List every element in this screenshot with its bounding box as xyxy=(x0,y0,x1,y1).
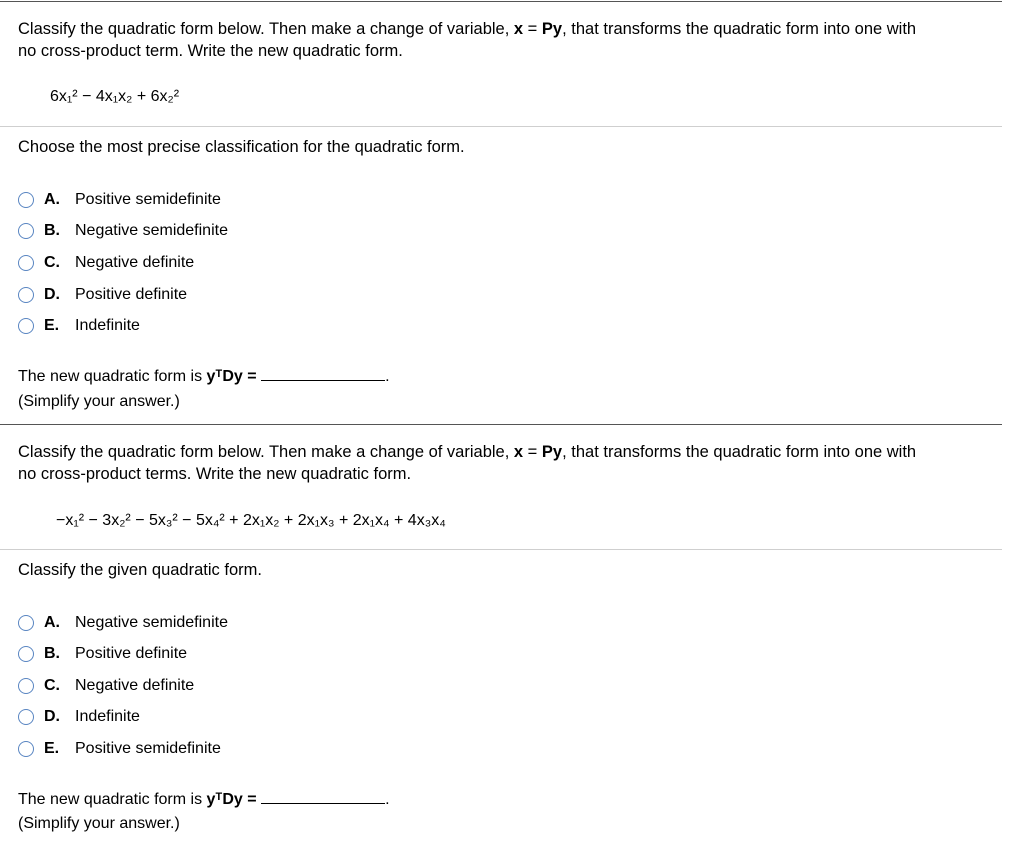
q2-radio-c[interactable] xyxy=(18,678,34,694)
q1-option-c[interactable]: C. Negative definite xyxy=(18,250,194,276)
q2-radio-e[interactable] xyxy=(18,741,34,757)
q2-option-a[interactable]: A. Negative semidefinite xyxy=(18,610,228,636)
q2-answer-note: (Simplify your answer.) xyxy=(18,815,180,832)
q2-radio-d[interactable] xyxy=(18,709,34,725)
q1-radio-e[interactable] xyxy=(18,318,34,334)
question-divider xyxy=(0,424,1002,425)
q2-option-e[interactable]: E. Positive semidefinite xyxy=(18,736,221,762)
q2-answer-input[interactable] xyxy=(261,789,385,804)
q1-option-e[interactable]: E. Indefinite xyxy=(18,313,140,339)
q2-formula: −x₁² − 3x₂² − 5x₃² − 5x₄² + 2x₁x₂ + 2x₁x₃ + 2x₁x₄ + 4x₃x₄ xyxy=(56,512,446,529)
q2-classify-prompt: Classify the given quadratic form. xyxy=(18,561,262,579)
q1-option-d[interactable]: D. Positive definite xyxy=(18,282,187,308)
q1-prompt: Classify the quadratic form below. Then make a change of variable, x = Py, that transforms the quadratic form into one with no cross-product term. Write the new quadratic form. xyxy=(18,20,917,60)
q2-prompt: Classify the quadratic form below. Then make a change of variable, x = Py, that transforms the quadratic form into one with no cross-product terms. Write the new quadratic form. xyxy=(18,443,917,483)
q1-radio-a[interactable] xyxy=(18,192,34,208)
q1-radio-d[interactable] xyxy=(18,287,34,303)
q2-option-b[interactable]: B. Positive definite xyxy=(18,641,187,667)
q1-formula: 6x₁² − 4x₁x₂ + 6x₂² xyxy=(50,88,180,105)
q2-formula-divider xyxy=(0,549,1002,550)
q2-option-d[interactable]: D. Indefinite xyxy=(18,704,140,730)
q1-radio-c[interactable] xyxy=(18,255,34,271)
q1-answer-input[interactable] xyxy=(261,366,385,381)
q1-formula-divider xyxy=(0,126,1002,127)
q2-radio-a[interactable] xyxy=(18,615,34,631)
q1-option-b[interactable]: B. Negative semidefinite xyxy=(18,218,228,244)
q1-radio-b[interactable] xyxy=(18,223,34,239)
q2-answer-line: The new quadratic form is yᵀDy = . xyxy=(18,791,390,808)
q2-option-c[interactable]: C. Negative definite xyxy=(18,673,194,699)
q1-classify-prompt: Choose the most precise classification for the quadratic form. xyxy=(18,138,465,156)
q2-radio-b[interactable] xyxy=(18,646,34,662)
top-divider xyxy=(0,1,1002,2)
q1-answer-line: The new quadratic form is yᵀDy = . xyxy=(18,368,390,385)
q1-option-a[interactable]: A. Positive semidefinite xyxy=(18,187,221,213)
q1-answer-note: (Simplify your answer.) xyxy=(18,393,180,410)
